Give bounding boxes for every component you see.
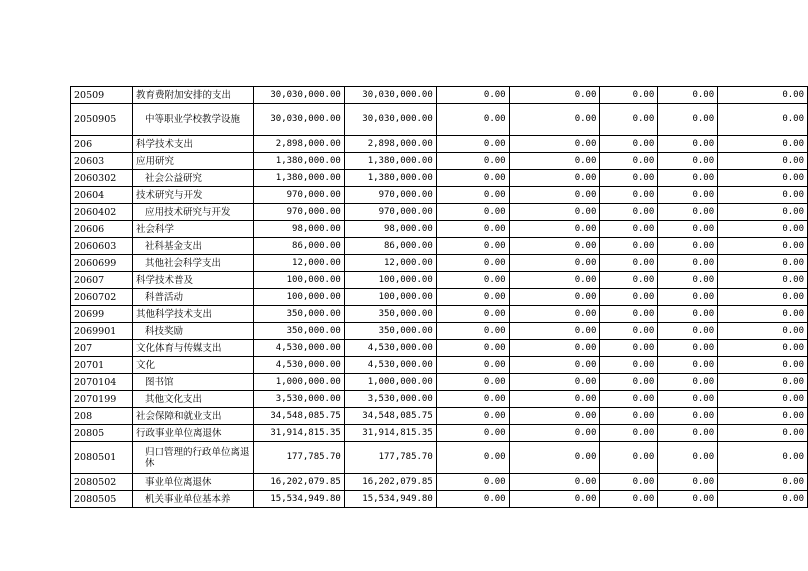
amount-cell: 4,530,000.00	[344, 357, 436, 374]
subject-code-cell: 207	[71, 340, 133, 357]
amount-cell: 0.00	[658, 238, 718, 255]
subject-code-cell: 2069901	[71, 323, 133, 340]
amount-cell: 0.00	[718, 289, 808, 306]
amount-cell: 1,380,000.00	[253, 153, 344, 170]
amount-cell: 30,030,000.00	[344, 104, 436, 136]
table-row	[71, 238, 808, 255]
amount-cell: 0.00	[658, 323, 718, 340]
amount-cell: 34,548,085.75	[253, 408, 344, 425]
amount-cell: 970,000.00	[253, 204, 344, 221]
amount-cell: 970,000.00	[344, 187, 436, 204]
table-row	[71, 391, 808, 408]
subject-code-cell: 206	[71, 136, 133, 153]
subject-code-cell: 20603	[71, 153, 133, 170]
subject-code-cell: 2060402	[71, 204, 133, 221]
amount-cell: 0.00	[718, 340, 808, 357]
amount-cell: 0.00	[658, 136, 718, 153]
amount-cell: 0.00	[600, 87, 658, 104]
amount-cell: 1,380,000.00	[344, 153, 436, 170]
table-row	[71, 153, 808, 170]
amount-cell: 0.00	[718, 170, 808, 187]
subject-name-cell: 归口管理的行政单位离退休	[132, 442, 253, 474]
amount-cell: 1,000,000.00	[344, 374, 436, 391]
amount-cell: 0.00	[509, 323, 600, 340]
amount-cell: 0.00	[718, 374, 808, 391]
amount-cell: 0.00	[658, 255, 718, 272]
amount-cell: 1,000,000.00	[253, 374, 344, 391]
amount-cell: 0.00	[509, 425, 600, 442]
subject-code-cell: 2060603	[71, 238, 133, 255]
amount-cell: 3,530,000.00	[344, 391, 436, 408]
amount-cell: 0.00	[600, 104, 658, 136]
amount-cell: 0.00	[600, 153, 658, 170]
subject-name-cell: 文化	[132, 357, 253, 374]
subject-code-cell: 20805	[71, 425, 133, 442]
amount-cell: 1,380,000.00	[344, 170, 436, 187]
subject-name-cell: 教育费附加安排的支出	[132, 87, 253, 104]
amount-cell: 0.00	[718, 104, 808, 136]
amount-cell: 30,030,000.00	[253, 104, 344, 136]
amount-cell: 16,202,079.85	[344, 474, 436, 491]
table-row	[71, 170, 808, 187]
table-row	[71, 357, 808, 374]
amount-cell: 0.00	[718, 425, 808, 442]
amount-cell: 0.00	[509, 289, 600, 306]
amount-cell: 0.00	[718, 255, 808, 272]
subject-name-cell: 图书馆	[132, 374, 253, 391]
subject-name-cell: 社会公益研究	[132, 170, 253, 187]
amount-cell: 0.00	[658, 491, 718, 508]
subject-code-cell: 2060302	[71, 170, 133, 187]
amount-cell: 970,000.00	[253, 187, 344, 204]
amount-cell: 0.00	[600, 306, 658, 323]
table-row	[71, 87, 808, 104]
amount-cell: 100,000.00	[253, 272, 344, 289]
table-row	[71, 136, 808, 153]
amount-cell: 1,380,000.00	[253, 170, 344, 187]
subject-name-cell: 技术研究与开发	[132, 187, 253, 204]
amount-cell: 0.00	[718, 306, 808, 323]
subject-code-cell: 20604	[71, 187, 133, 204]
amount-cell: 3,530,000.00	[253, 391, 344, 408]
subject-code-cell: 20607	[71, 272, 133, 289]
amount-cell: 15,534,949.80	[253, 491, 344, 508]
amount-cell: 0.00	[658, 408, 718, 425]
amount-cell: 0.00	[718, 272, 808, 289]
subject-name-cell: 应用技术研究与开发	[132, 204, 253, 221]
amount-cell: 0.00	[718, 87, 808, 104]
amount-cell: 0.00	[718, 491, 808, 508]
subject-name-cell: 科普活动	[132, 289, 253, 306]
amount-cell: 0.00	[436, 474, 509, 491]
amount-cell: 86,000.00	[344, 238, 436, 255]
amount-cell: 0.00	[436, 491, 509, 508]
amount-cell: 0.00	[658, 221, 718, 238]
subject-code-cell: 20509	[71, 87, 133, 104]
amount-cell: 350,000.00	[253, 306, 344, 323]
amount-cell: 0.00	[600, 357, 658, 374]
amount-cell: 0.00	[658, 87, 718, 104]
amount-cell: 0.00	[509, 491, 600, 508]
amount-cell: 0.00	[509, 340, 600, 357]
amount-cell: 0.00	[658, 289, 718, 306]
amount-cell: 0.00	[509, 238, 600, 255]
amount-cell: 0.00	[436, 306, 509, 323]
amount-cell: 16,202,079.85	[253, 474, 344, 491]
subject-name-cell: 其他文化支出	[132, 391, 253, 408]
amount-cell: 0.00	[436, 153, 509, 170]
amount-cell: 0.00	[436, 408, 509, 425]
amount-cell: 0.00	[718, 221, 808, 238]
amount-cell: 0.00	[658, 474, 718, 491]
table-row	[71, 442, 808, 474]
amount-cell: 177,785.70	[344, 442, 436, 474]
amount-cell: 2,898,000.00	[344, 136, 436, 153]
amount-cell: 0.00	[509, 221, 600, 238]
amount-cell: 0.00	[436, 391, 509, 408]
amount-cell: 350,000.00	[344, 306, 436, 323]
budget-table	[70, 86, 808, 508]
subject-code-cell: 2060702	[71, 289, 133, 306]
table-row	[71, 272, 808, 289]
amount-cell: 0.00	[718, 357, 808, 374]
amount-cell: 0.00	[436, 170, 509, 187]
amount-cell: 0.00	[658, 425, 718, 442]
amount-cell: 0.00	[658, 340, 718, 357]
amount-cell: 0.00	[509, 136, 600, 153]
amount-cell: 0.00	[718, 391, 808, 408]
subject-code-cell: 2080505	[71, 491, 133, 508]
table-body	[71, 87, 808, 508]
table-row	[71, 408, 808, 425]
amount-cell: 0.00	[600, 170, 658, 187]
table-row	[71, 425, 808, 442]
amount-cell: 0.00	[509, 272, 600, 289]
amount-cell: 0.00	[509, 153, 600, 170]
amount-cell: 0.00	[718, 442, 808, 474]
amount-cell: 0.00	[436, 289, 509, 306]
table-row	[71, 221, 808, 238]
table-row	[71, 474, 808, 491]
amount-cell: 100,000.00	[253, 289, 344, 306]
amount-cell: 0.00	[600, 238, 658, 255]
table-row	[71, 306, 808, 323]
amount-cell: 4,530,000.00	[253, 357, 344, 374]
amount-cell: 0.00	[600, 323, 658, 340]
amount-cell: 2,898,000.00	[253, 136, 344, 153]
subject-name-cell: 应用研究	[132, 153, 253, 170]
amount-cell: 0.00	[600, 187, 658, 204]
amount-cell: 350,000.00	[344, 323, 436, 340]
amount-cell: 0.00	[509, 357, 600, 374]
subject-name-cell: 行政事业单位离退休	[132, 425, 253, 442]
amount-cell: 98,000.00	[253, 221, 344, 238]
amount-cell: 0.00	[509, 442, 600, 474]
amount-cell: 86,000.00	[253, 238, 344, 255]
subject-name-cell: 社科基金支出	[132, 238, 253, 255]
amount-cell: 0.00	[436, 136, 509, 153]
amount-cell: 4,530,000.00	[344, 340, 436, 357]
amount-cell: 0.00	[658, 170, 718, 187]
table-row	[71, 104, 808, 136]
amount-cell: 0.00	[718, 204, 808, 221]
subject-name-cell: 科学技术普及	[132, 272, 253, 289]
amount-cell: 0.00	[509, 391, 600, 408]
amount-cell: 0.00	[718, 187, 808, 204]
subject-code-cell: 2080501	[71, 442, 133, 474]
amount-cell: 0.00	[658, 272, 718, 289]
amount-cell: 0.00	[436, 272, 509, 289]
amount-cell: 0.00	[436, 104, 509, 136]
amount-cell: 0.00	[600, 442, 658, 474]
amount-cell: 0.00	[509, 104, 600, 136]
table-row	[71, 289, 808, 306]
amount-cell: 0.00	[718, 323, 808, 340]
table-row	[71, 491, 808, 508]
table-row	[71, 374, 808, 391]
subject-code-cell: 2070199	[71, 391, 133, 408]
amount-cell: 15,534,949.80	[344, 491, 436, 508]
table-row	[71, 323, 808, 340]
amount-cell: 0.00	[509, 306, 600, 323]
subject-name-cell: 机关事业单位基本养	[132, 491, 253, 508]
subject-name-cell: 中等职业学校教学设施	[132, 104, 253, 136]
amount-cell: 0.00	[600, 425, 658, 442]
subject-name-cell: 其他社会科学支出	[132, 255, 253, 272]
amount-cell: 350,000.00	[253, 323, 344, 340]
subject-code-cell: 2050905	[71, 104, 133, 136]
amount-cell: 0.00	[509, 255, 600, 272]
amount-cell: 0.00	[509, 374, 600, 391]
amount-cell: 30,030,000.00	[253, 87, 344, 104]
subject-name-cell: 事业单位离退休	[132, 474, 253, 491]
amount-cell: 34,548,085.75	[344, 408, 436, 425]
amount-cell: 0.00	[718, 238, 808, 255]
subject-code-cell: 20699	[71, 306, 133, 323]
subject-name-cell: 其他科学技术支出	[132, 306, 253, 323]
amount-cell: 0.00	[436, 204, 509, 221]
amount-cell: 30,030,000.00	[344, 87, 436, 104]
subject-name-cell: 科技奖励	[132, 323, 253, 340]
amount-cell: 0.00	[509, 408, 600, 425]
amount-cell: 100,000.00	[344, 272, 436, 289]
table-row	[71, 187, 808, 204]
amount-cell: 0.00	[436, 238, 509, 255]
subject-name-cell: 社会科学	[132, 221, 253, 238]
amount-cell: 0.00	[718, 136, 808, 153]
amount-cell: 0.00	[658, 104, 718, 136]
amount-cell: 0.00	[658, 153, 718, 170]
amount-cell: 0.00	[718, 153, 808, 170]
amount-cell: 0.00	[658, 204, 718, 221]
amount-cell: 0.00	[436, 323, 509, 340]
amount-cell: 0.00	[436, 374, 509, 391]
amount-cell: 98,000.00	[344, 221, 436, 238]
amount-cell: 4,530,000.00	[253, 340, 344, 357]
amount-cell: 0.00	[600, 136, 658, 153]
amount-cell: 0.00	[718, 408, 808, 425]
amount-cell: 0.00	[658, 374, 718, 391]
amount-cell: 0.00	[600, 374, 658, 391]
amount-cell: 0.00	[509, 170, 600, 187]
amount-cell: 0.00	[436, 425, 509, 442]
amount-cell: 31,914,815.35	[344, 425, 436, 442]
amount-cell: 12,000.00	[253, 255, 344, 272]
amount-cell: 31,914,815.35	[253, 425, 344, 442]
subject-code-cell: 2080502	[71, 474, 133, 491]
subject-code-cell: 2060699	[71, 255, 133, 272]
amount-cell: 0.00	[436, 255, 509, 272]
table-row	[71, 204, 808, 221]
subject-name-cell: 社会保障和就业支出	[132, 408, 253, 425]
amount-cell: 0.00	[436, 442, 509, 474]
amount-cell: 0.00	[658, 442, 718, 474]
amount-cell: 0.00	[600, 289, 658, 306]
amount-cell: 0.00	[600, 340, 658, 357]
amount-cell: 0.00	[600, 204, 658, 221]
amount-cell: 0.00	[718, 474, 808, 491]
amount-cell: 0.00	[600, 272, 658, 289]
amount-cell: 0.00	[600, 391, 658, 408]
subject-code-cell: 20606	[71, 221, 133, 238]
amount-cell: 0.00	[509, 187, 600, 204]
amount-cell: 0.00	[600, 221, 658, 238]
amount-cell: 0.00	[436, 340, 509, 357]
table-row	[71, 340, 808, 357]
amount-cell: 970,000.00	[344, 204, 436, 221]
amount-cell: 0.00	[658, 187, 718, 204]
amount-cell: 0.00	[600, 491, 658, 508]
amount-cell: 0.00	[436, 87, 509, 104]
amount-cell: 177,785.70	[253, 442, 344, 474]
amount-cell: 12,000.00	[344, 255, 436, 272]
amount-cell: 0.00	[658, 306, 718, 323]
amount-cell: 0.00	[600, 408, 658, 425]
amount-cell: 100,000.00	[344, 289, 436, 306]
table-row	[71, 255, 808, 272]
amount-cell: 0.00	[658, 391, 718, 408]
amount-cell: 0.00	[509, 87, 600, 104]
subject-code-cell: 2070104	[71, 374, 133, 391]
amount-cell: 0.00	[509, 204, 600, 221]
amount-cell: 0.00	[436, 357, 509, 374]
amount-cell: 0.00	[600, 255, 658, 272]
amount-cell: 0.00	[436, 187, 509, 204]
amount-cell: 0.00	[658, 357, 718, 374]
subject-code-cell: 208	[71, 408, 133, 425]
subject-name-cell: 科学技术支出	[132, 136, 253, 153]
amount-cell: 0.00	[436, 221, 509, 238]
subject-name-cell: 文化体育与传媒支出	[132, 340, 253, 357]
subject-code-cell: 20701	[71, 357, 133, 374]
amount-cell: 0.00	[600, 474, 658, 491]
amount-cell: 0.00	[509, 474, 600, 491]
